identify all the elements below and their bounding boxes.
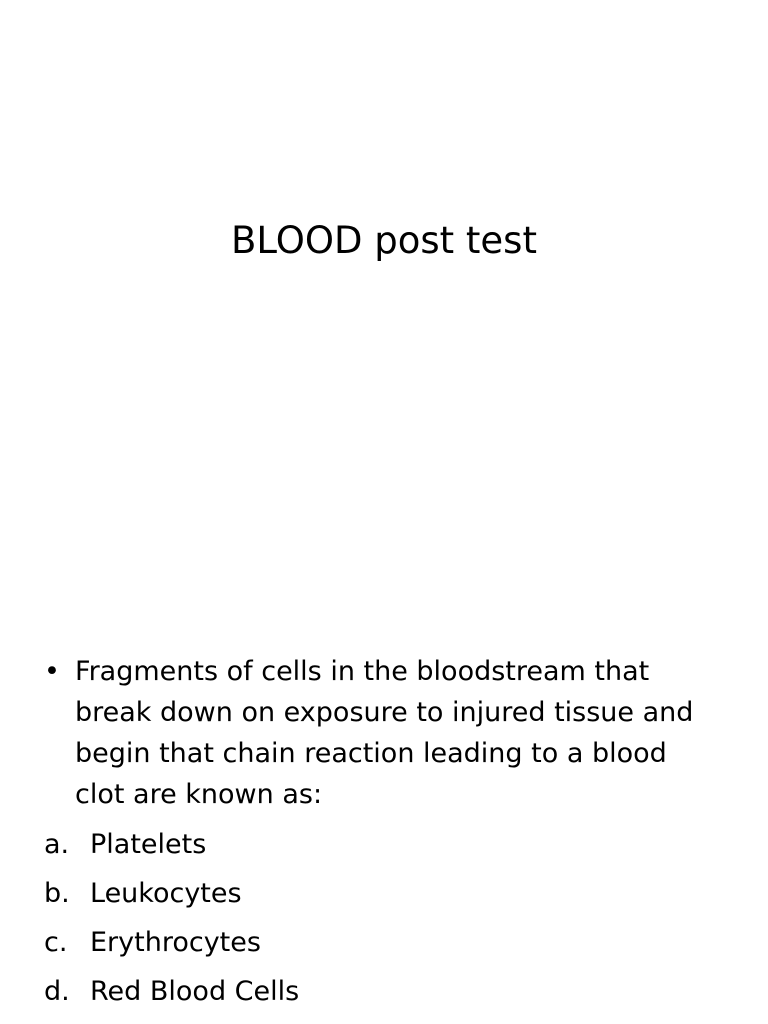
option-text: Erythrocytes — [90, 927, 261, 958]
question-bullet — [44, 651, 724, 815]
option-text: Leukocytes — [90, 878, 242, 909]
option-text: Red Blood Cells — [90, 976, 300, 1007]
option-letter: d. — [44, 976, 70, 1007]
answer-option-c — [44, 918, 724, 967]
answer-option-d — [44, 967, 724, 1016]
option-text: Platelets — [90, 829, 207, 860]
bullet-dot-icon: • — [44, 656, 60, 687]
option-letter: c. — [44, 927, 68, 958]
answer-options — [44, 820, 724, 1016]
question-block — [44, 651, 724, 1016]
answer-option-a — [44, 820, 724, 869]
answer-option-b — [44, 869, 724, 918]
slide-title: BLOOD post test — [231, 219, 537, 262]
option-letter: a. — [44, 829, 70, 860]
option-letter: b. — [44, 878, 70, 909]
question-text: Fragments of cells in the bloodstream that break down on exposure to injured tissue and begin that chain reaction leading to a blood clot are known as: — [75, 656, 694, 810]
